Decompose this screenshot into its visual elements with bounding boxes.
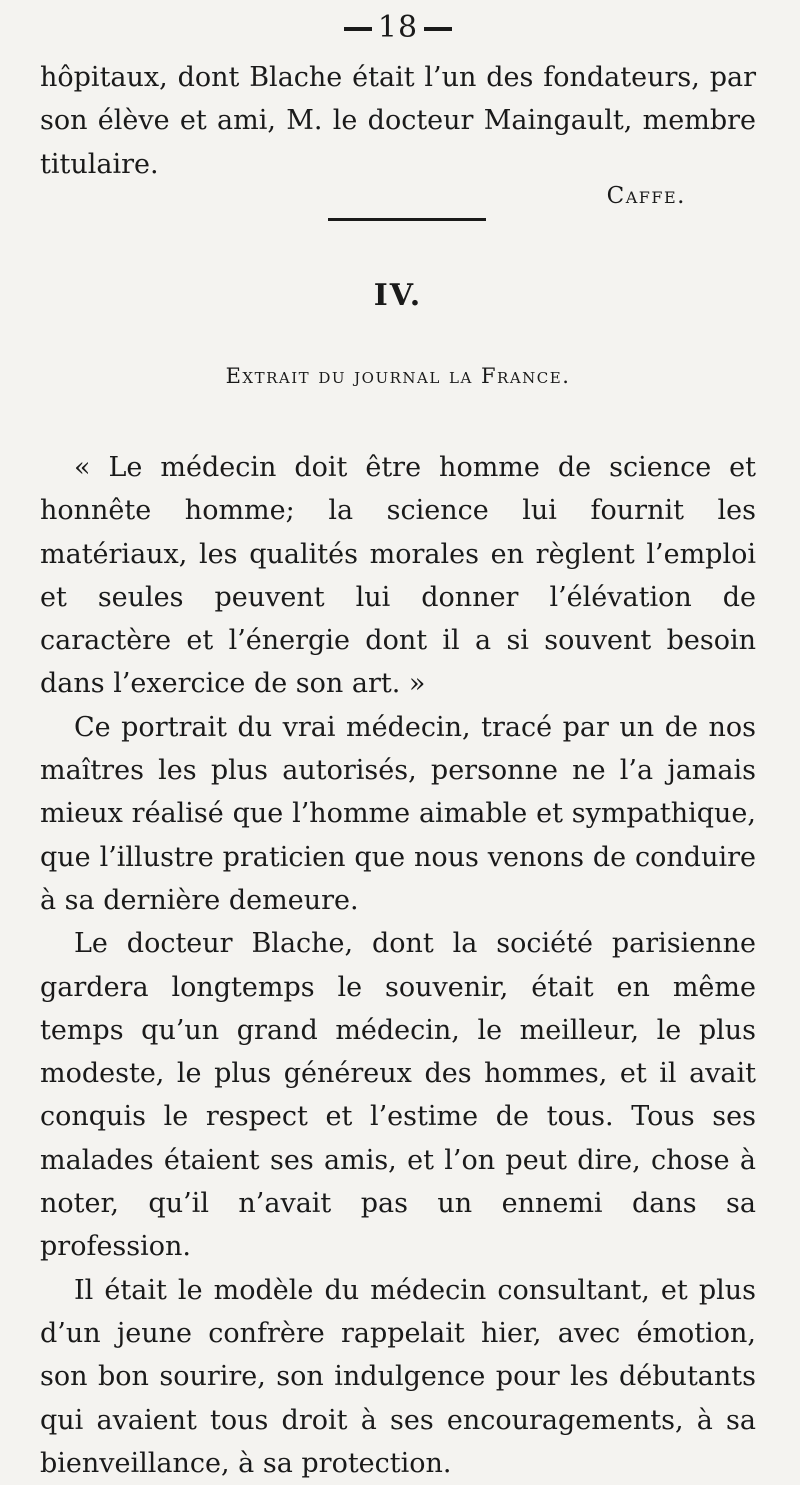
paragraph-quote: « Le médecin doit être homme de science et honnête homme; la science lui fournit les matériaux, les qualités morales en règlent l’emploi et seules peuvent lui donner l’élévation de caractère et l’énergie dont il a si souvent besoin dans l’exercice de son art. »	[40, 452, 756, 700]
section-divider	[328, 218, 486, 221]
book-page	[40, 0, 756, 1479]
continuation-text: hôpitaux, dont Blache était l’un des fondateurs, par son élève et ami, M. le docteur Maingault, membre titulaire.	[40, 62, 756, 180]
page-number	[40, 10, 756, 45]
folio-dash-right	[424, 27, 452, 31]
article-body	[40, 446, 756, 1485]
signature: Caffe.	[606, 183, 686, 209]
paragraph-portrait: Ce portrait du vrai médecin, tracé par un de nos maîtres les plus autorisés, personne ne l’a jamais mieux réalisé que l’homme aimable et sympathique, que l’illustre praticien que nous venons de conduire à sa dernière demeure.	[40, 711, 756, 916]
paragraph-blache: Le docteur Blache, dont la société parisienne gardera longtemps le souvenir, était en même temps qu’un grand médecin, le meilleur, le plus modeste, le plus généreux des hommes, et il avait conquis le respect et l’estime de tous. Tous ses malades étaient ses amis, et l’on peut dire, chose à noter, qu’il n’avait pas un ennemi dans sa profession.	[40, 928, 756, 1263]
paragraph-consultant: Il était le modèle du médecin consultant, et plus d’un jeune confrère rappelait hier, avec émotion, son bon sourire, son indulgence pour les débutants qui avaient tous droit à ses encouragements, à sa bienveillance, à sa protection.	[40, 1274, 756, 1479]
continued-paragraph	[40, 56, 756, 186]
folio-dash-left	[344, 27, 372, 31]
page-number-text: 18	[377, 10, 419, 45]
section-number: IV.	[373, 278, 423, 313]
section-title: Extrait du journal la France.	[225, 364, 571, 388]
